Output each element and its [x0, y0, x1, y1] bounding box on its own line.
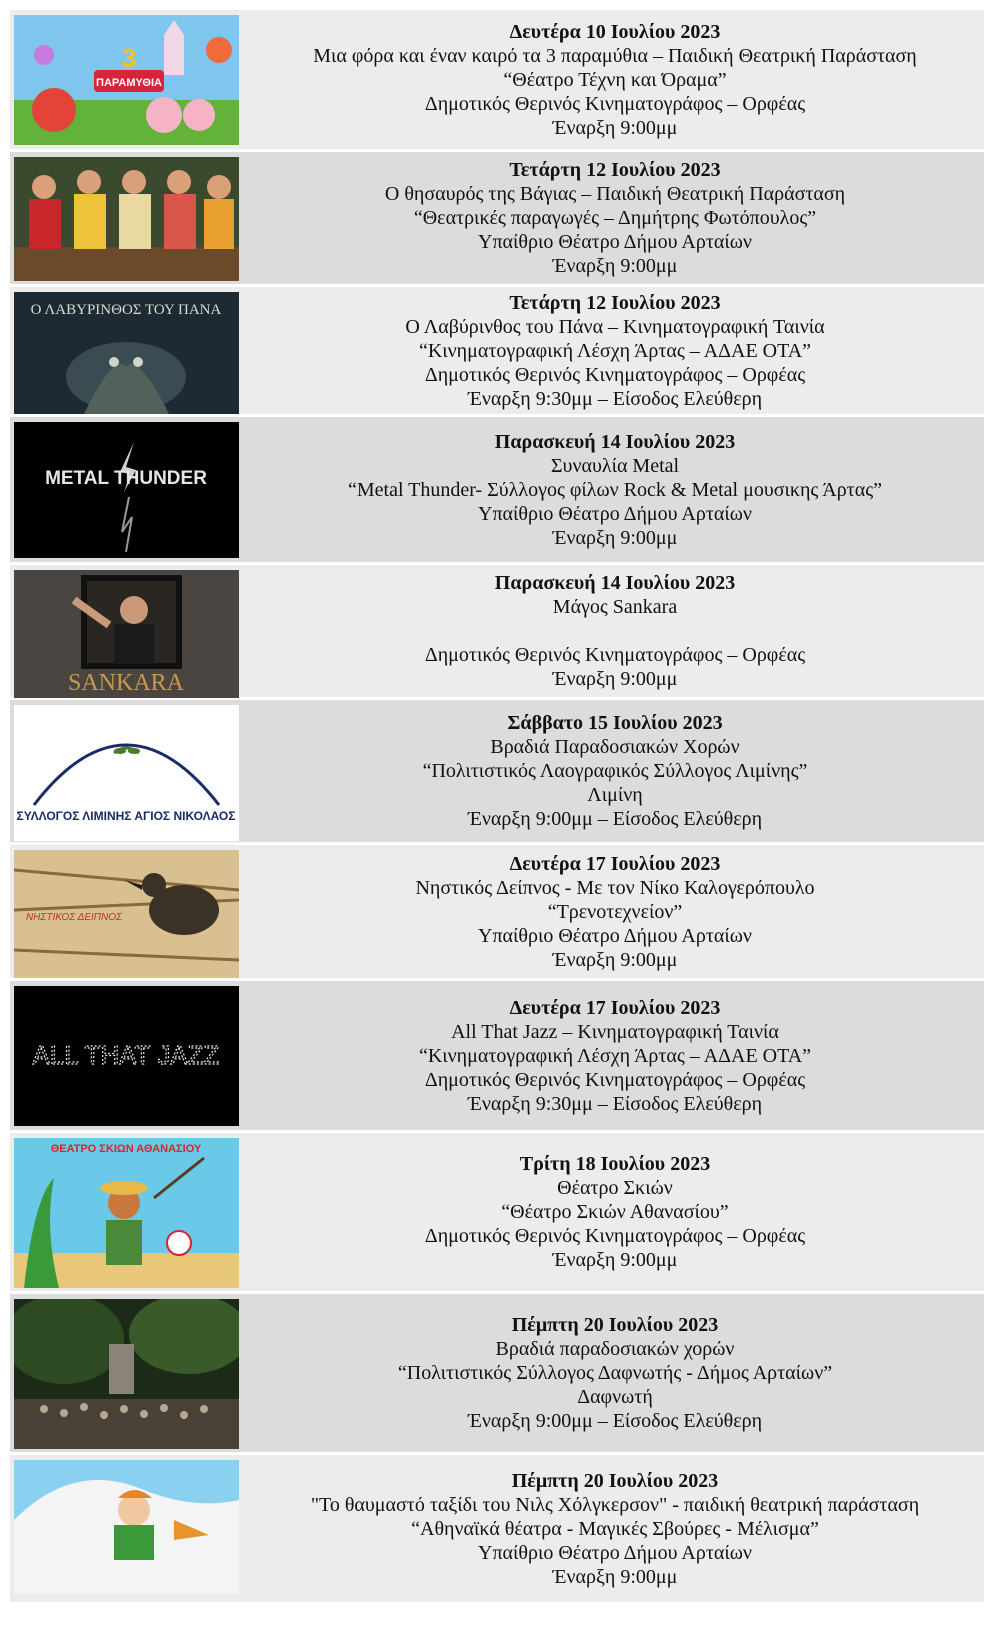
event-info	[250, 1133, 980, 1291]
event-organizer: “Θέατρο Σκιών Αθανασίου”	[501, 1201, 729, 1223]
event-row	[10, 10, 984, 152]
event-time: Έναρξη 9:30μμ – Είσοδος Ελεύθερη	[467, 387, 763, 410]
event-title: Νηστικός Δείπνος - Με τον Νίκο Καλογερόπουλο	[415, 876, 815, 899]
village-square-photo-icon	[14, 1299, 239, 1449]
magician-poster-icon	[14, 570, 239, 698]
event-time: Έναρξη 9:00μμ	[552, 255, 678, 277]
event-row	[10, 152, 984, 287]
logo-text: ΣΥΛΛΟΓΟΣ ΛΙΜΙΝΗΣ ΑΓΙΟΣ ΝΙΚΟΛΑΟΣ	[16, 809, 236, 823]
event-venue: Υπαίθριο Θέατρο Δήμου Αρταίων	[478, 231, 752, 253]
event-title: Συναυλία Metal	[550, 454, 680, 477]
event-organizer: “Metal Thunder- Σύλλογος φίλων Rock & Metal μουσικης Άρτας”	[347, 478, 882, 501]
event-row	[10, 1294, 984, 1455]
event-date: Δευτέρα 17 Ιουλίου 2023	[509, 852, 721, 875]
events-table	[10, 10, 984, 1602]
metal-thunder-logo-icon	[14, 422, 239, 558]
event-date: Δευτέρα 10 Ιουλίου 2023	[509, 20, 721, 43]
event-info	[250, 287, 980, 414]
event-time: Έναρξη 9:00μμ	[552, 1249, 678, 1271]
event-title: Ο Λαβύρινθος του Πάνα – Κινηματογραφική Ταινία	[405, 315, 825, 338]
event-organizer: “Κινηματογραφική Λέσχη Άρτας – ΑΔΑΕ ΟΤΑ”	[418, 1044, 812, 1067]
event-info	[250, 1455, 980, 1602]
logo-text: METAL THUNDER	[45, 468, 207, 489]
poster-text: SANKARA	[67, 670, 185, 696]
event-title: All That Jazz – Κινηματογραφική Ταινία	[451, 1020, 779, 1043]
event-date: Σάββατο 15 Ιουλίου 2023	[507, 712, 723, 734]
event-organizer: “Κινηματογραφική Λέσχη Άρτας – ΑΔΑΕ ΟΤΑ”	[418, 339, 812, 362]
event-info	[250, 10, 980, 149]
event-venue: Δημοτικός Θερινός Κινηματογράφος – Ορφέας	[424, 1225, 806, 1247]
event-venue: Υπαίθριο Θέατρο Δήμου Αρταίων	[478, 502, 752, 525]
event-organizer: “Τρενοτεχνείον”	[547, 900, 683, 923]
illustration-text: ΝΗΣΤΙΚΟΣ ΔΕΙΠΝΟΣ	[25, 912, 123, 923]
film-title-icon	[14, 986, 239, 1126]
event-organizer: “Θεατρικές παραγωγές – Δημήτρης Φωτόπουλος”	[413, 207, 817, 229]
event-time: Έναρξη 9:00μμ	[552, 116, 678, 139]
event-venue: Δαφνωτή	[577, 1386, 653, 1408]
event-info	[250, 845, 980, 978]
karagiozis-poster-icon	[14, 1138, 239, 1288]
event-organizer: “Θέατρο Τέχνη και Όραμα”	[503, 68, 727, 91]
event-date: Πέμπτη 20 Ιουλίου 2023	[511, 1314, 719, 1336]
event-title: Βραδιά παραδοσιακών χορών	[495, 1338, 735, 1360]
event-date: Τετάρτη 12 Ιουλίου 2023	[509, 291, 721, 314]
event-title: "Το θαυμαστό ταξίδι του Νιλς Χόλγκερσον" - παιδική θεατρική παράσταση	[310, 1493, 920, 1516]
event-title: Ο θησαυρός της Βάγιας – Παιδική Θεατρική Παράσταση	[384, 183, 846, 205]
event-info	[250, 700, 980, 842]
poster-text: Ο ΛΑΒΥΡΙΝΘΟΣ ΤΟΥ ΠΑΝΑ	[30, 302, 222, 318]
event-row	[10, 700, 984, 845]
event-time: Έναρξη 9:30μμ – Είσοδος Ελεύθερη	[467, 1092, 763, 1115]
event-title: Θέατρο Σκιών	[557, 1177, 673, 1199]
event-info	[250, 565, 980, 697]
actors-group-photo-icon	[14, 157, 239, 281]
event-row	[10, 1455, 984, 1602]
event-title: Μια φόρα και έναν καιρό τα 3 παραμύθια – Παιδική Θεατρική Παράσταση	[313, 44, 917, 67]
event-row	[10, 565, 984, 700]
event-venue: Δημοτικός Θερινός Κινηματογράφος – Ορφέας	[424, 644, 806, 666]
crow-illustration-icon	[14, 850, 239, 978]
goose-illustration-icon	[14, 1460, 239, 1594]
event-time: Έναρξη 9:00μμ	[552, 668, 678, 690]
event-info	[250, 981, 980, 1130]
event-date: Πέμπτη 20 Ιουλίου 2023	[511, 1469, 719, 1492]
film-title-text: ALL THAT JAZZ	[32, 1040, 220, 1070]
event-date: Δευτέρα 17 Ιουλίου 2023	[509, 996, 721, 1019]
event-title: Βραδιά Παραδοσιακών Χορών	[490, 736, 740, 758]
event-organizer: “Πολιτιστικός Λαογραφικός Σύλλογος Λιμίνης”	[422, 760, 808, 782]
association-logo-icon	[14, 705, 239, 841]
fairy-tales-poster-icon	[14, 15, 239, 145]
event-info	[250, 1294, 980, 1452]
svg-text:3: 3	[121, 43, 137, 73]
event-row	[10, 845, 984, 981]
event-title: Μάγος Sankara	[552, 596, 678, 618]
event-time: Έναρξη 9:00μμ	[552, 948, 678, 971]
event-venue: Υπαίθριο Θέατρο Δήμου Αρταίων	[478, 1541, 752, 1564]
event-date: Τρίτη 18 Ιουλίου 2023	[519, 1153, 711, 1175]
event-date: Τετάρτη 12 Ιουλίου 2023	[509, 159, 721, 181]
event-row	[10, 1133, 984, 1294]
event-venue: Δημοτικός Θερινός Κινηματογράφος – Ορφέας	[424, 363, 806, 386]
event-organizer: “Αθηναϊκά θέατρα - Μαγικές Σβούρες - Μέλισμα”	[411, 1517, 819, 1540]
film-poster-icon	[14, 292, 239, 414]
event-time: Έναρξη 9:00μμ	[552, 1565, 678, 1588]
event-row	[10, 287, 984, 417]
event-date: Παρασκευή 14 Ιουλίου 2023	[494, 572, 736, 594]
event-venue: Υπαίθριο Θέατρο Δήμου Αρταίων	[478, 924, 752, 947]
event-info	[250, 417, 980, 562]
event-date: Παρασκευή 14 Ιουλίου 2023	[494, 430, 736, 453]
event-venue: Λιμίνη	[587, 784, 643, 806]
poster-text: ΠΑΡΑΜΥΘΙΑ	[96, 77, 162, 89]
event-venue: Δημοτικός Θερινός Κινηματογράφος – Ορφέας	[424, 1068, 806, 1091]
event-time: Έναρξη 9:00μμ	[552, 526, 678, 549]
event-row	[10, 417, 984, 565]
event-info	[250, 152, 980, 284]
event-venue: Δημοτικός Θερινός Κινηματογράφος – Ορφέας	[424, 92, 806, 115]
event-row	[10, 981, 984, 1133]
event-time: Έναρξη 9:00μμ – Είσοδος Ελεύθερη	[467, 1410, 763, 1432]
event-organizer: “Πολιτιστικός Σύλλογος Δαφνωτής - Δήμος Αρταίων”	[397, 1362, 833, 1384]
event-time: Έναρξη 9:00μμ – Είσοδος Ελεύθερη	[467, 808, 763, 830]
poster-text: ΘΕΑΤΡΟ ΣΚΙΩΝ ΑΘΑΝΑΣΙΟΥ	[50, 1143, 202, 1155]
